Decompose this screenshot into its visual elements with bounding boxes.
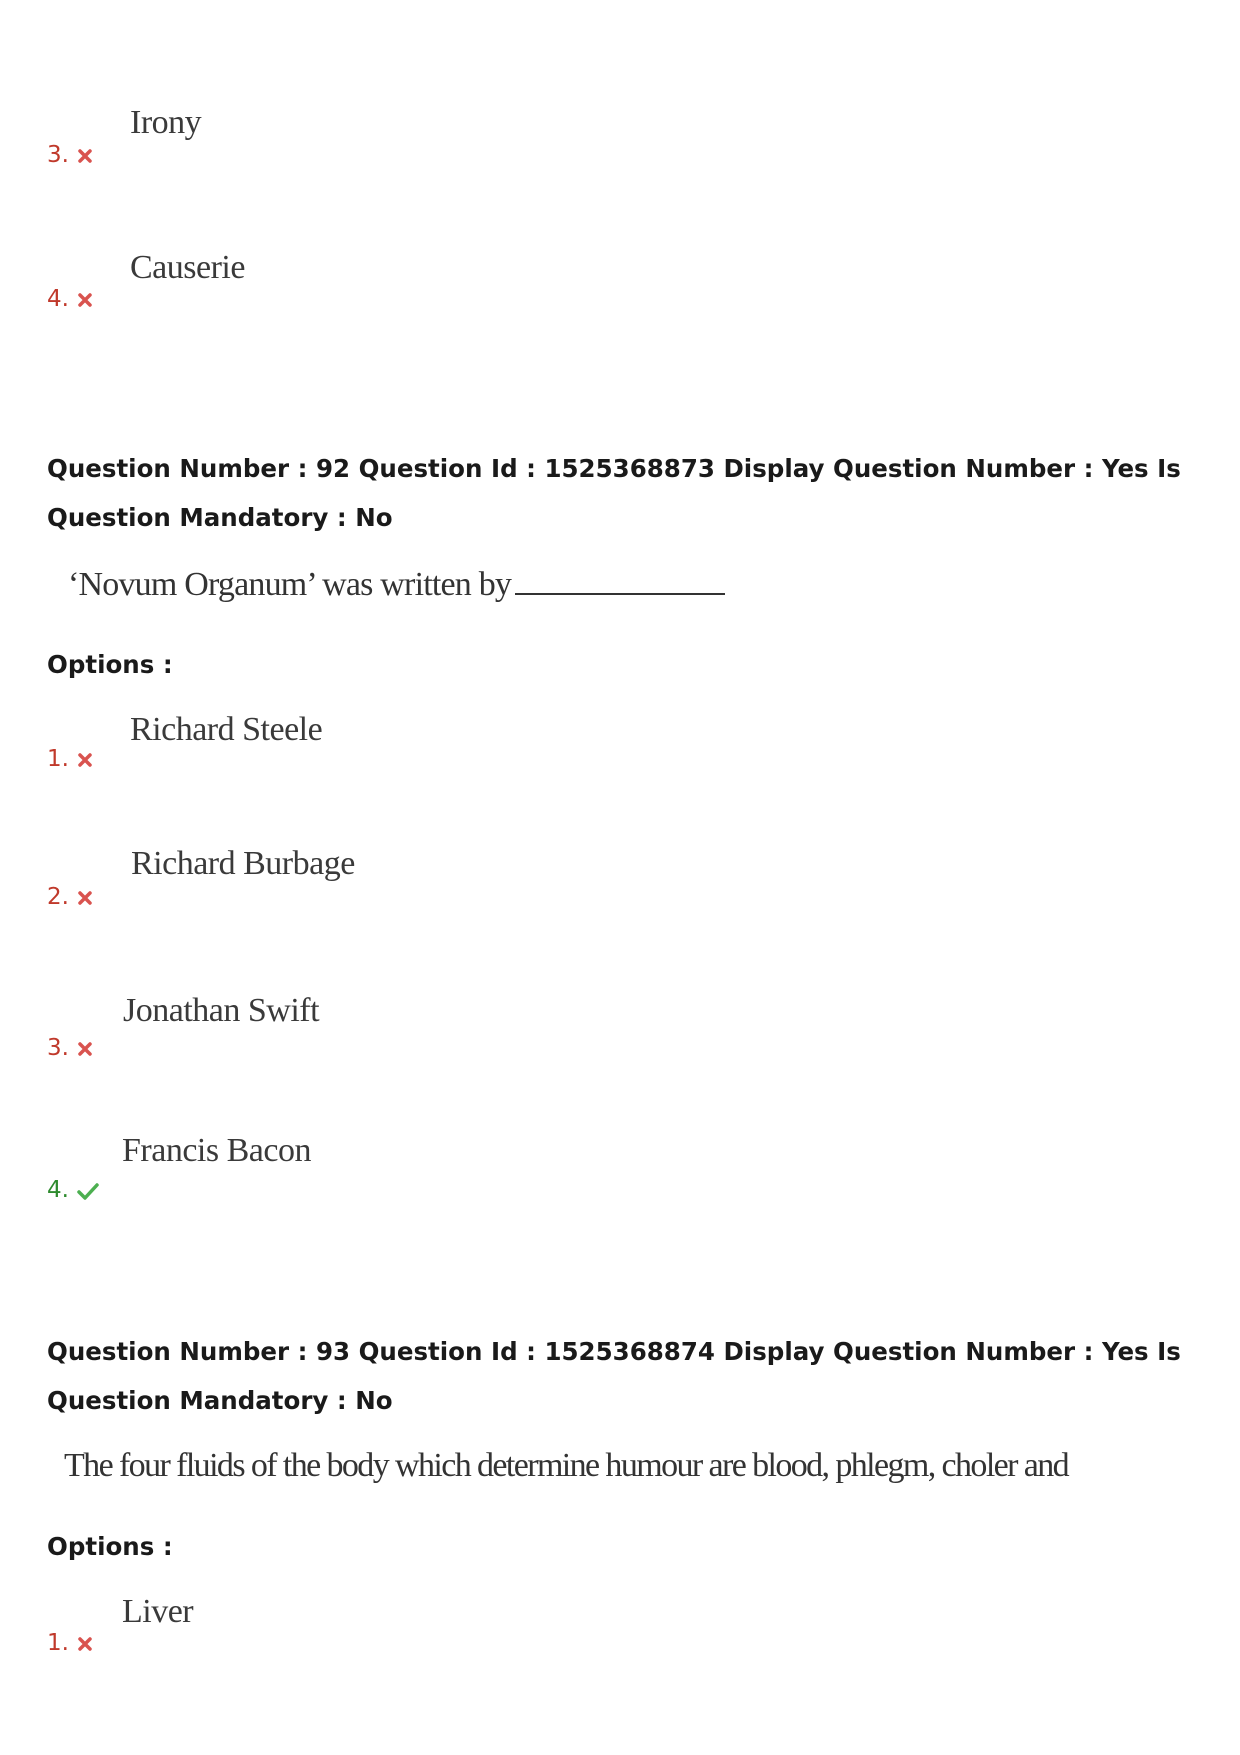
check-icon (77, 1182, 99, 1204)
q93-option-1-text: Liver (122, 1593, 194, 1630)
option-4-text: Causerie (130, 249, 245, 286)
option-number: 2. (47, 884, 69, 910)
q92-option-2-label (47, 883, 93, 911)
option-number: 1. (47, 746, 69, 772)
option-3-label (47, 141, 93, 169)
cross-icon (77, 890, 93, 910)
options-label: Options : (47, 650, 173, 679)
q92-option-3-label (47, 1034, 93, 1062)
option-number: 3. (47, 1035, 69, 1061)
option-number: 3. (47, 142, 69, 168)
q92-option-2-text: Richard Burbage (131, 845, 355, 882)
question-92-header: Question Number : 92 Question Id : 1525368873 Display Question Number : Yes Is Question Mandatory : No (47, 454, 1181, 532)
option-number: 1. (47, 1630, 69, 1656)
cross-icon (77, 292, 93, 312)
option-number: 4. (47, 1177, 69, 1203)
question-92-stem: ‘Novum Organum’ was written by (68, 566, 512, 603)
q92-option-3-text: Jonathan Swift (123, 992, 320, 1029)
q92-option-1-label (47, 745, 93, 773)
option-4-label (47, 285, 93, 313)
options-label: Options : (47, 1532, 173, 1561)
q92-option-1-text: Richard Steele (130, 711, 323, 748)
cross-icon (77, 1636, 93, 1656)
cross-icon (77, 1041, 93, 1061)
q93-option-1-label (47, 1629, 93, 1657)
answer-blank (515, 565, 725, 595)
option-number: 4. (47, 286, 69, 312)
question-93-text: The four fluids of the body which determine humour are blood, phlegm, choler and (64, 1447, 1069, 1484)
question-92-text (68, 565, 725, 604)
cross-icon (77, 752, 93, 772)
cross-icon (77, 148, 93, 168)
option-3-text: Irony (130, 104, 202, 141)
question-93-header: Question Number : 93 Question Id : 1525368874 Display Question Number : Yes Is Question Mandatory : No (47, 1337, 1181, 1415)
q92-option-4-label (47, 1176, 99, 1204)
q92-option-4-text: Francis Bacon (122, 1132, 311, 1169)
